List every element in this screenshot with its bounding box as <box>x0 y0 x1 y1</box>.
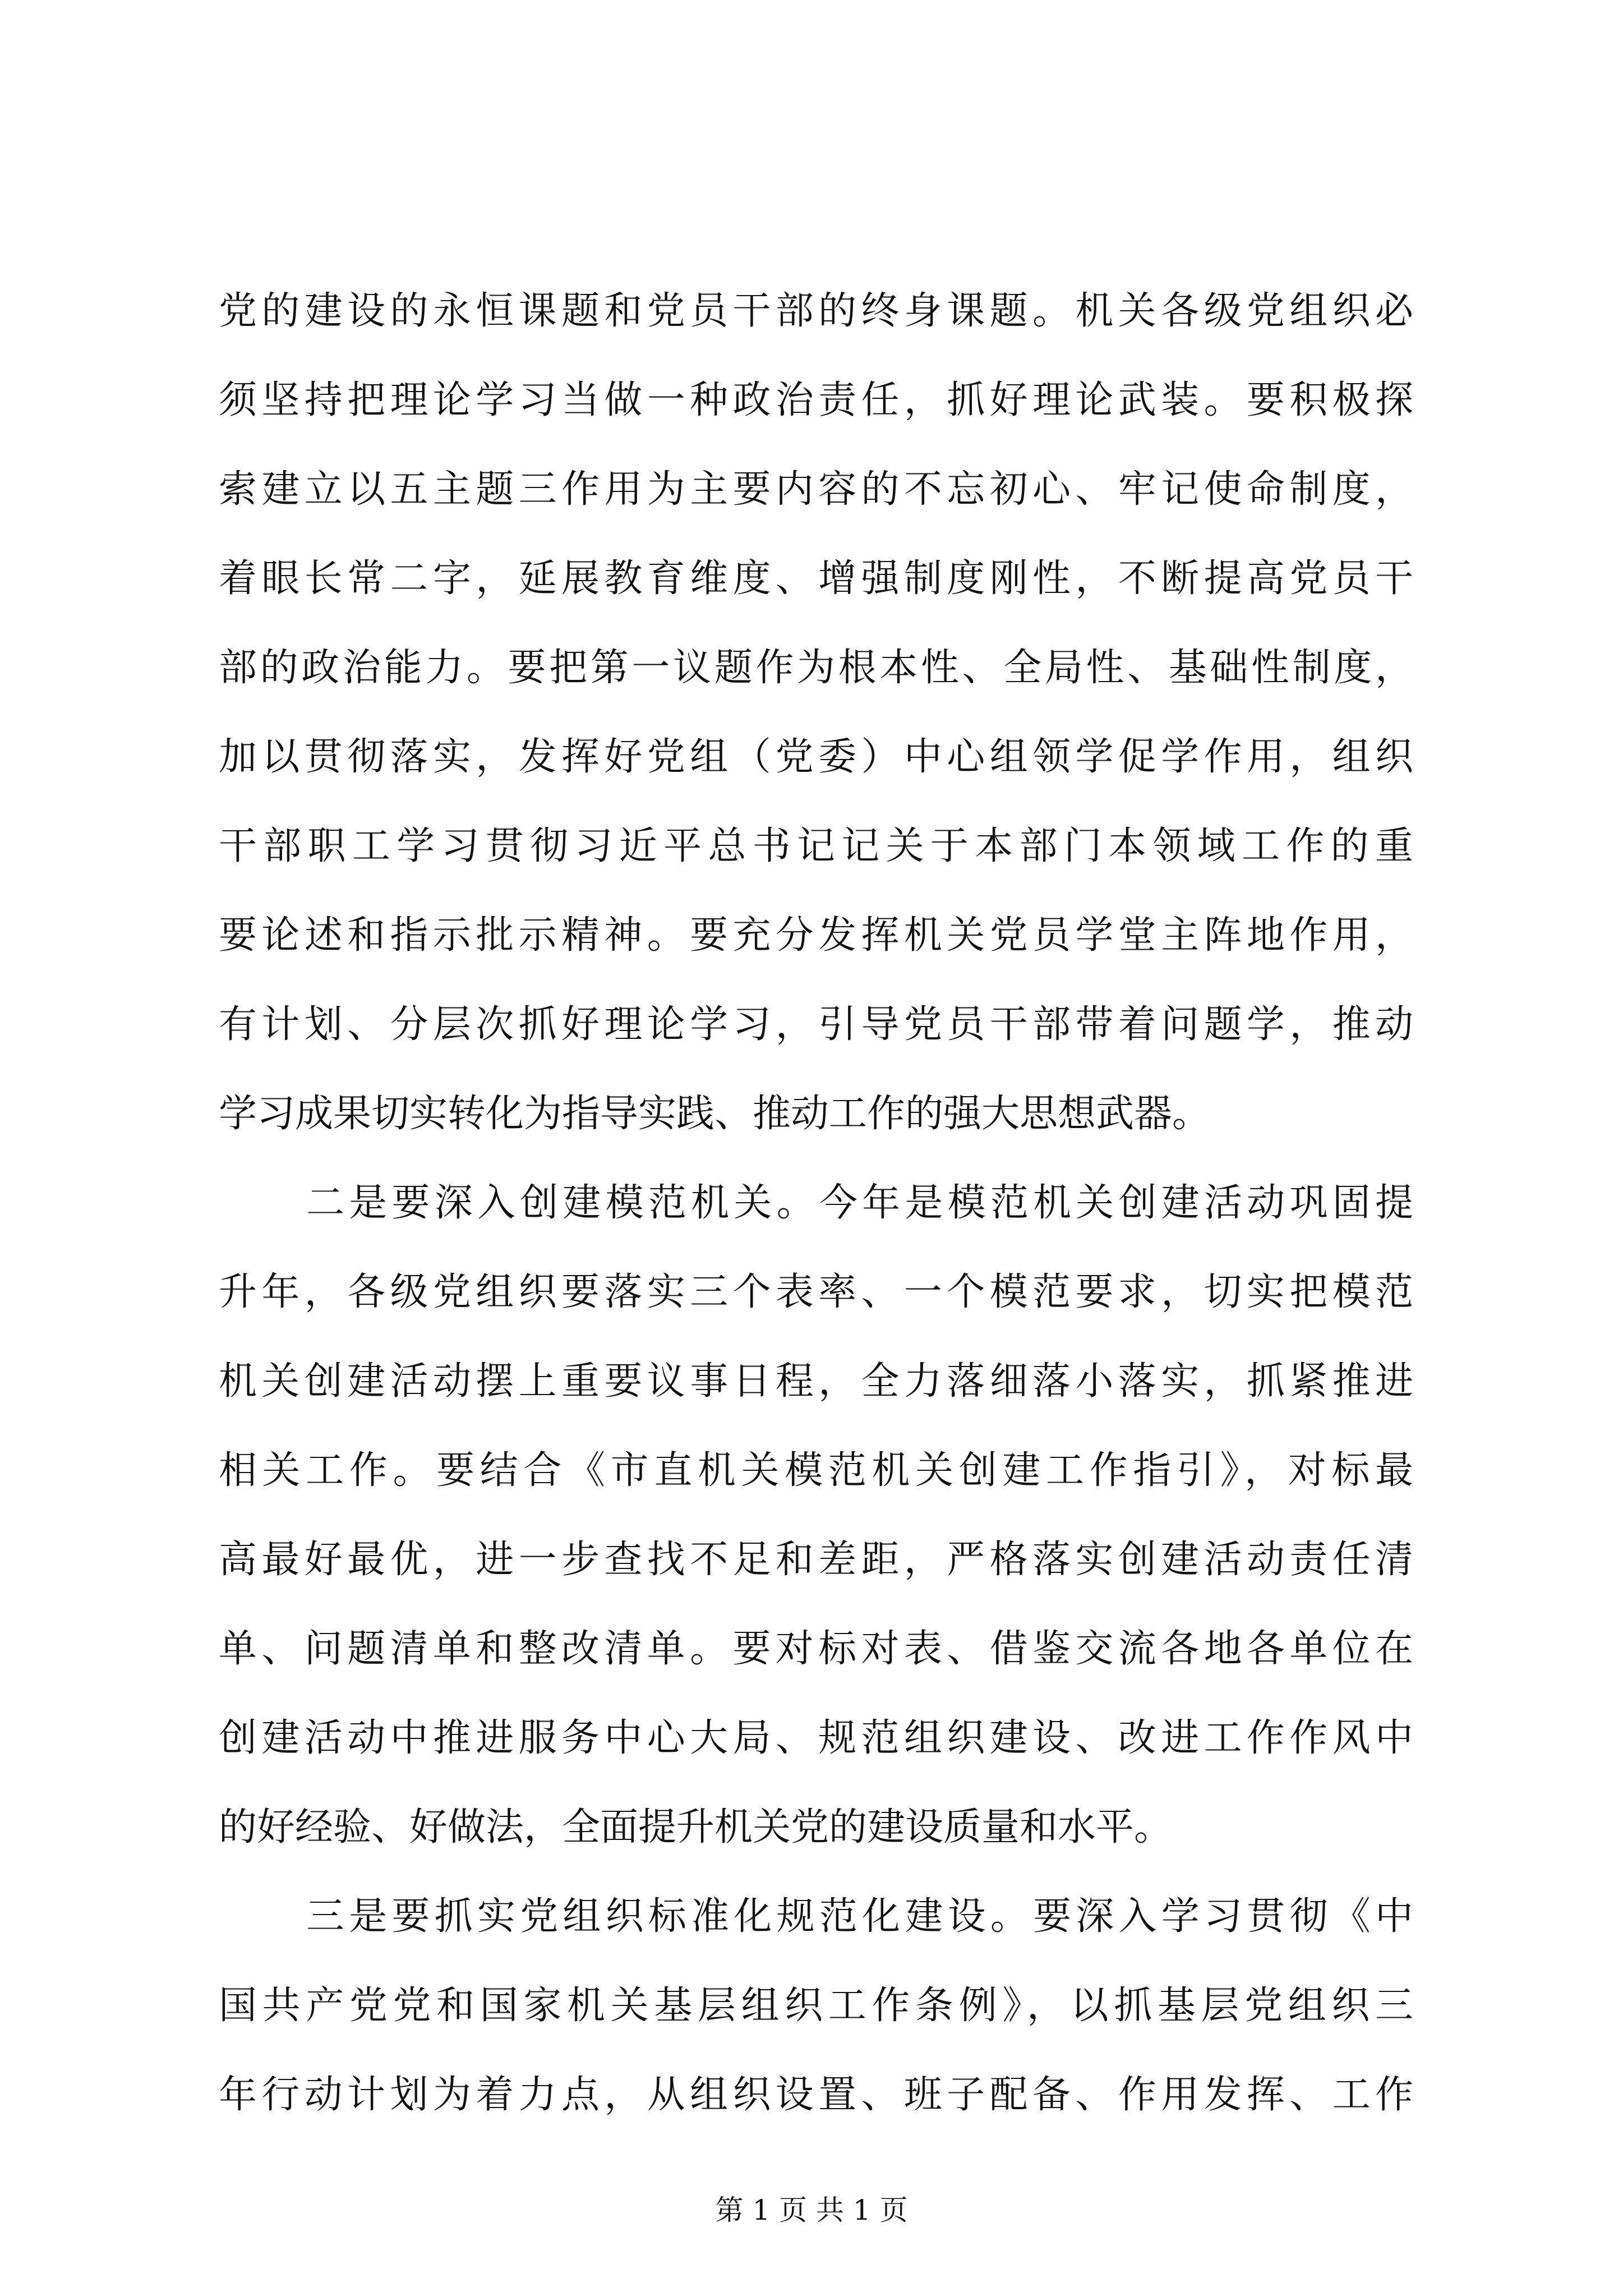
text-line: 高最好最优，进一步查找不足和差距，严格落实创建活动责任清 <box>219 1538 1413 1582</box>
text-line: 干部职工学习贯彻习近平总书记记关于本部门本领域工作的重 <box>219 824 1413 868</box>
text-line: 国共产党党和国家机关基层组织工作条例》，以抓基层党组织三 <box>219 1984 1413 2028</box>
text-line: 创建活动中推进服务中心大局、规范组织建设、改进工作作风中 <box>219 1716 1413 1760</box>
text-line: 索建立以五主题三作用为主要内容的不忘初心、牢记使命制度， <box>219 467 1413 512</box>
paragraph-start-line: 三是要抓实党组织标准化规范化建设。要深入学习贯彻《中 <box>306 1894 1413 1939</box>
text-line: 升年，各级党组织要落实三个表率、一个模范要求，切实把模范 <box>219 1270 1413 1314</box>
text-line: 部的政治能力。要把第一议题作为根本性、全局性、基础性制度， <box>219 646 1413 690</box>
text-line: 机关创建活动摆上重要议事日程，全力落细落小落实，抓紧推进 <box>219 1359 1413 1404</box>
text-line: 须坚持把理论学习当做一种政治责任，抓好理论武装。要积极探 <box>219 378 1413 422</box>
text-line: 年行动计划为着力点，从组织设置、班子配备、作用发挥、工作 <box>219 2073 1413 2117</box>
text-line: 加以贯彻落实，发挥好党组（党委）中心组领学促学作用，组织 <box>219 735 1413 779</box>
text-line: 学习成果切实转化为指导实践、推动工作的强大思想武器。 <box>219 1092 1211 1136</box>
text-line: 相关工作。要结合《市直机关模范机关创建工作指引》，对标最 <box>219 1448 1413 1493</box>
text-line: 要论述和指示批示精神。要充分发挥机关党员学堂主阵地作用， <box>219 913 1413 958</box>
text-line: 有计划、分层次抓好理论学习，引导党员干部带着问题学，推动 <box>219 1002 1413 1047</box>
paragraph-start-line: 二是要深入创建模范机关。今年是模范机关创建活动巩固提 <box>306 1181 1413 1225</box>
text-line: 着眼长常二字，延展教育维度、增强制度刚性，不断提高党员干 <box>219 556 1413 601</box>
text-line: 党的建设的永恒课题和党员干部的终身课题。机关各级党组织必 <box>219 289 1413 333</box>
text-line: 的好经验、好做法，全面提升机关党的建设质量和水平。 <box>219 1805 1173 1849</box>
text-line: 单、问题清单和整改清单。要对标对表、借鉴交流各地各单位在 <box>219 1627 1413 1671</box>
page-number-footer: 第 1 页 共 1 页 <box>715 2194 908 2226</box>
